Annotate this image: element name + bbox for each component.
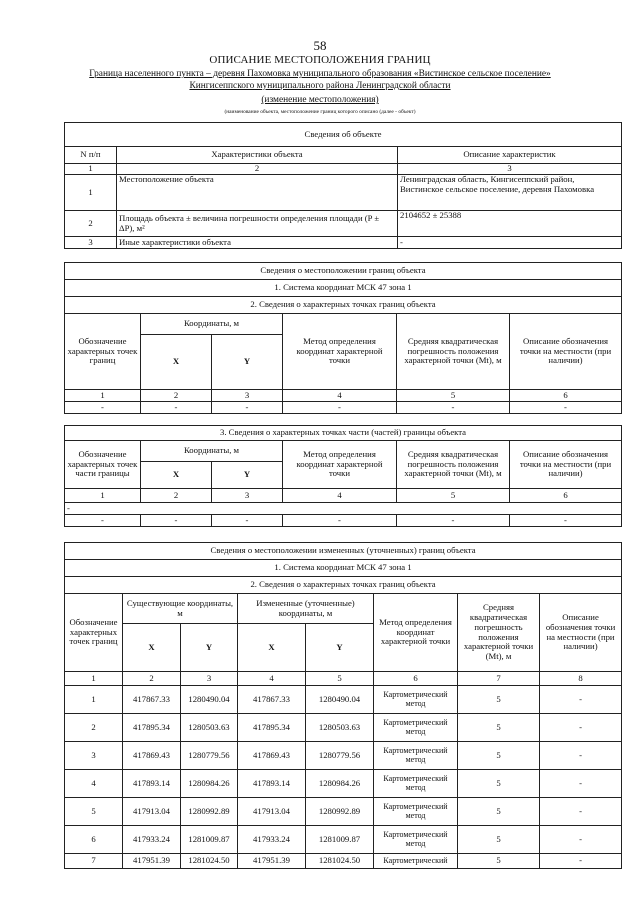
index-cell: 6 xyxy=(374,672,458,686)
existing-x: 417867.33 xyxy=(123,686,181,714)
error-cell: 5 xyxy=(458,742,540,770)
changed-y: 1281024.50 xyxy=(306,854,374,869)
designation-header: Обозначение характерных точек части границы xyxy=(65,441,141,489)
existing-x: 417913.04 xyxy=(123,798,181,826)
existing-y: 1280984.26 xyxy=(181,770,238,798)
y-header: Y xyxy=(212,335,283,390)
method-cell: Картометрический метод xyxy=(374,686,458,714)
changed-y: 1280779.56 xyxy=(306,742,374,770)
description-cell: - xyxy=(540,826,622,854)
index-cell: 5 xyxy=(397,489,510,503)
point-number: 1 xyxy=(65,686,123,714)
error-cell: 5 xyxy=(458,714,540,742)
existing-y: 1280779.56 xyxy=(181,742,238,770)
description-cell: - xyxy=(540,798,622,826)
characteristic-cell: Местоположение объекта xyxy=(117,175,398,211)
location-header: Сведения о местоположении границ объекта xyxy=(65,263,622,280)
x-header: X xyxy=(141,335,212,390)
method-header: Метод определения координат характерной точки xyxy=(283,314,397,390)
description-cell: - xyxy=(540,770,622,798)
index-cell: 3 xyxy=(212,489,283,503)
description-cell: 2104652 ± 25388 xyxy=(398,211,622,237)
index-cell: 6 xyxy=(510,489,622,503)
index-cell: 2 xyxy=(141,390,212,402)
index-cell: 3 xyxy=(181,672,238,686)
method-cell: Картометрический метод xyxy=(374,770,458,798)
row-number: 3 xyxy=(65,237,117,249)
existing-x: 417869.43 xyxy=(123,742,181,770)
method-header: Метод определения координат характерной точки xyxy=(374,594,458,672)
subtitle-line-2: Кингисеппского муниципального района Ленинградской области xyxy=(189,81,451,91)
index-cell: 8 xyxy=(540,672,622,686)
existing-coords-header: Существующие координаты, м xyxy=(123,594,238,624)
points-header: 2. Сведения о характерных точках границ объекта xyxy=(65,297,622,314)
method-cell: Картометрический метод xyxy=(374,798,458,826)
page-number: 58 xyxy=(313,38,327,53)
changed-header: Сведения о местоположении измененных (уточненных) границ объекта xyxy=(65,543,622,560)
changed-x: 417869.43 xyxy=(238,742,306,770)
table-cell: - xyxy=(397,515,510,527)
error-header: Средняя квадратическая погрешность положения характерной точки (Mt), м xyxy=(458,594,540,672)
y-header: Y xyxy=(306,624,374,672)
point-number: 3 xyxy=(65,742,123,770)
x-header: X xyxy=(141,462,212,489)
coordinate-system: 1. Система координат МСК 47 зона 1 xyxy=(65,280,622,297)
index-cell: 2 xyxy=(141,489,212,503)
point-number: 4 xyxy=(65,770,123,798)
point-number: 5 xyxy=(65,798,123,826)
description-header: Описание обозначения точки на местности (при наличии) xyxy=(510,314,622,390)
x-header: X xyxy=(238,624,306,672)
description-cell: - xyxy=(540,854,622,869)
changed-x: 417951.39 xyxy=(238,854,306,869)
changed-y: 1280992.89 xyxy=(306,798,374,826)
description-cell: - xyxy=(398,237,622,249)
index-cell: 5 xyxy=(306,672,374,686)
characteristic-cell: Иные характеристики объекта xyxy=(117,237,398,249)
table-row xyxy=(65,854,622,869)
changed-coords-header: Измененные (уточненные) координаты, м xyxy=(238,594,374,624)
col-char-header: Характеристики объекта xyxy=(117,147,398,164)
table-row xyxy=(65,798,622,826)
table-cell: - xyxy=(212,402,283,414)
table-cell: - xyxy=(283,402,397,414)
characteristic-cell: Площадь объекта ± величина погрешности определения площади (P ± ΔP), м² xyxy=(117,211,398,237)
points-body xyxy=(65,686,622,869)
existing-x: 417951.39 xyxy=(123,854,181,869)
part-row-dash: - xyxy=(65,503,622,515)
changed-y: 1280503.63 xyxy=(306,714,374,742)
table-cell: - xyxy=(141,402,212,414)
table-row xyxy=(65,770,622,798)
method-cell: Картометрический метод xyxy=(374,826,458,854)
coordinates-header: Координаты, м xyxy=(141,314,283,335)
index-cell: 2 xyxy=(123,672,181,686)
table-cell: - xyxy=(510,515,622,527)
object-info-table xyxy=(64,122,622,249)
description-header: Описание обозначения точки на местности (при наличии) xyxy=(510,441,622,489)
description-cell: - xyxy=(540,686,622,714)
existing-x: 417933.24 xyxy=(123,826,181,854)
changed-boundary-table xyxy=(64,542,622,869)
method-cell: Картометрический метод xyxy=(374,714,458,742)
table-cell: - xyxy=(141,515,212,527)
subtitle-hint: (наименование объекта, местоположение границ которого описано (далее - объект) xyxy=(224,109,416,115)
existing-y: 1280992.89 xyxy=(181,798,238,826)
index-cell: 2 xyxy=(117,164,398,175)
description-cell: - xyxy=(540,742,622,770)
index-cell: 3 xyxy=(398,164,622,175)
table-cell: - xyxy=(65,515,141,527)
coordinate-system: 1. Система координат МСК 47 зона 1 xyxy=(65,560,622,577)
subtitle-line-1: Граница населенного пункта – деревня Пахомовка муниципального образования «Вистинское сельское поселение» xyxy=(89,69,551,79)
error-cell: 5 xyxy=(458,686,540,714)
boundary-points-table xyxy=(64,262,622,414)
existing-y: 1281009.87 xyxy=(181,826,238,854)
changed-y: 1280490.04 xyxy=(306,686,374,714)
changed-x: 417913.04 xyxy=(238,798,306,826)
index-cell: 4 xyxy=(283,390,397,402)
changed-y: 1280984.26 xyxy=(306,770,374,798)
col-num-header: N п/п xyxy=(65,147,117,164)
index-cell: 1 xyxy=(65,390,141,402)
point-number: 7 xyxy=(65,854,123,869)
changed-x: 417867.33 xyxy=(238,686,306,714)
error-header: Средняя квадратическая погрешность положения характерной точки (Mt), м xyxy=(397,441,510,489)
changed-x: 417933.24 xyxy=(238,826,306,854)
table-cell: - xyxy=(397,402,510,414)
row-number: 2 xyxy=(65,211,117,237)
table-row xyxy=(65,686,622,714)
error-header: Средняя квадратическая погрешность положения характерной точки (Mt), м xyxy=(397,314,510,390)
designation-header: Обозначение характерных точек границ xyxy=(65,314,141,390)
existing-x: 417893.14 xyxy=(123,770,181,798)
existing-x: 417895.34 xyxy=(123,714,181,742)
method-header: Метод определения координат характерной точки xyxy=(283,441,397,489)
description-header: Описание обозначения точки на местности (при наличии) xyxy=(540,594,622,672)
changed-x: 417893.14 xyxy=(238,770,306,798)
point-number: 6 xyxy=(65,826,123,854)
index-cell: 6 xyxy=(510,390,622,402)
existing-y: 1280503.63 xyxy=(181,714,238,742)
coordinates-header: Координаты, м xyxy=(141,441,283,462)
index-cell: 1 xyxy=(65,489,141,503)
index-cell: 4 xyxy=(238,672,306,686)
method-cell: Картометрический xyxy=(374,854,458,869)
table-cell: - xyxy=(212,515,283,527)
points-header: 2. Сведения о характерных точках границ объекта xyxy=(65,577,622,594)
x-header: X xyxy=(123,624,181,672)
table-cell: - xyxy=(65,402,141,414)
document-title: ОПИСАНИЕ МЕСТОПОЛОЖЕНИЯ ГРАНИЦ xyxy=(209,54,431,66)
error-cell: 5 xyxy=(458,798,540,826)
table-row xyxy=(65,714,622,742)
index-cell: 3 xyxy=(212,390,283,402)
table-cell: - xyxy=(283,515,397,527)
row-number: 1 xyxy=(65,175,117,211)
boundary-parts-table xyxy=(64,425,622,527)
index-cell: 1 xyxy=(65,164,117,175)
index-cell: 5 xyxy=(397,390,510,402)
index-cell: 7 xyxy=(458,672,540,686)
designation-header: Обозначение характерных точек границ xyxy=(65,594,123,672)
existing-y: 1280490.04 xyxy=(181,686,238,714)
table-row xyxy=(65,826,622,854)
y-header: Y xyxy=(212,462,283,489)
method-cell: Картометрический метод xyxy=(374,742,458,770)
y-header: Y xyxy=(181,624,238,672)
existing-y: 1281024.50 xyxy=(181,854,238,869)
parts-header: 3. Сведения о характерных точках части (частей) границы объекта xyxy=(65,426,622,441)
index-cell: 1 xyxy=(65,672,123,686)
description-cell: - xyxy=(540,714,622,742)
error-cell: 5 xyxy=(458,854,540,869)
table-cell: - xyxy=(510,402,622,414)
subtitle-line-3: (изменение местоположения) xyxy=(261,95,379,105)
error-cell: 5 xyxy=(458,826,540,854)
table-row xyxy=(65,742,622,770)
changed-y: 1281009.87 xyxy=(306,826,374,854)
point-number: 2 xyxy=(65,714,123,742)
index-cell: 4 xyxy=(283,489,397,503)
col-desc-header: Описание характеристик xyxy=(398,147,622,164)
description-cell: Ленинградская область, Кингисеппский район, Вистинское сельское поселение, деревня Пахомовка xyxy=(398,175,622,211)
changed-x: 417895.34 xyxy=(238,714,306,742)
error-cell: 5 xyxy=(458,770,540,798)
object-info-header: Сведения об объекте xyxy=(65,123,622,147)
